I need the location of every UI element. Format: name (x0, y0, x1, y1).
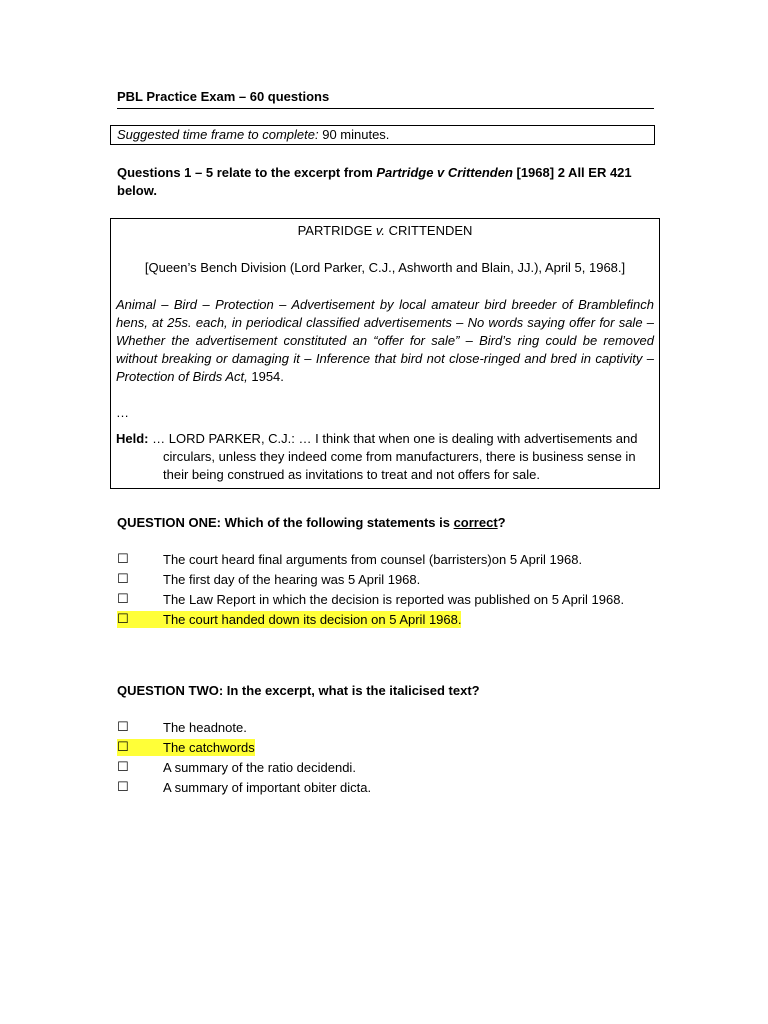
held-label: Held: (116, 431, 149, 446)
catchwords-text: Animal – Bird – Protection – Advertisement by local amateur bird breeder of Bramblefinch hens, at 25s. each, in periodical classified advertisements – No words saying offer for sale – Whether the advertisement constituted an “offer for sale” – Bird’s ring could be removed without breaking or damaging it – Inference that bird not close-ringed and bred in captivity – Protection of Birds Act, (116, 297, 654, 384)
checkbox-icon[interactable]: ☐ (117, 720, 129, 735)
question-two: QUESTION TWO: In the excerpt, what is the italicised text? (117, 683, 480, 698)
q2-option-3[interactable] (117, 759, 657, 776)
page-title: PBL Practice Exam – 60 questions (117, 88, 654, 109)
q1-option-2[interactable] (117, 571, 657, 588)
q1-option-1-text: The court heard final arguments from counsel (barristers)on 5 April 1968. (163, 552, 583, 567)
q2-option-1[interactable] (117, 719, 657, 736)
checkbox-icon[interactable]: ☐ (117, 780, 129, 795)
excerpt-versus: v. (375, 223, 386, 238)
q1-option-3[interactable] (117, 591, 657, 608)
q1-option-3-text: The Law Report in which the decision is reported was published on 5 April 1968. (163, 592, 625, 607)
timeframe-value: 90 minutes. (318, 127, 390, 142)
timeframe-box (110, 125, 655, 145)
excerpt-party-2: CRITTENDEN (385, 223, 473, 238)
q1-option-4[interactable] (117, 611, 657, 628)
q2-option-4[interactable] (117, 779, 657, 796)
q1-option-2-text: The first day of the hearing was 5 April 1968. (163, 572, 421, 587)
question-one-emphasis: correct (453, 515, 498, 530)
question-one-prefix: QUESTION ONE: Which of the following statements is (117, 515, 454, 530)
question-one-options (117, 551, 657, 631)
q2-option-2-text: The catchwords (163, 740, 255, 755)
excerpt-party-1: PARTRIDGE (297, 223, 376, 238)
q1-option-4-text: The court handed down its decision on 5 April 1968. (163, 612, 462, 627)
timeframe-label: Suggested time frame to complete: (117, 127, 319, 142)
checkbox-icon[interactable]: ☐ (117, 592, 129, 607)
checkbox-icon[interactable]: ☐ (117, 572, 129, 587)
checkbox-icon[interactable]: ☐ (117, 552, 129, 567)
intro-prefix: Questions 1 – 5 relate to the excerpt from (117, 165, 377, 180)
question-two-options (117, 719, 657, 799)
q2-option-4-text: A summary of important obiter dicta. (163, 780, 372, 795)
checkbox-icon[interactable]: ☐ (117, 760, 129, 775)
questions-intro (117, 164, 657, 200)
question-one (117, 514, 657, 532)
case-excerpt-box (110, 218, 660, 489)
q1-option-1[interactable] (117, 551, 657, 568)
excerpt-catchwords (116, 296, 654, 386)
catchwords-year: 1954. (247, 369, 284, 384)
excerpt-heading (116, 222, 654, 240)
excerpt-ellipsis: … (116, 405, 129, 420)
intro-suffix: [1968] 2 All ER 421 below. (117, 165, 632, 198)
held-text: … LORD PARKER, C.J.: … I think that when one is dealing with advertisements and circulars, unless they indeed come from manufacturers, there is business sense in their being construed as invitations to treat and not offers for sale. (148, 431, 638, 482)
q2-option-1-text: The headnote. (163, 720, 247, 735)
checkbox-icon[interactable]: ☐ (117, 611, 163, 628)
excerpt-court: [Queen’s Bench Division (Lord Parker, C.J., Ashworth and Blain, JJ.), April 5, 1968.] (144, 260, 626, 275)
excerpt-held (116, 430, 654, 484)
question-one-suffix: ? (497, 515, 506, 530)
intro-case-name: Partridge v Crittenden (376, 165, 513, 180)
q2-option-2[interactable] (117, 739, 657, 756)
checkbox-icon[interactable]: ☐ (117, 739, 163, 756)
q2-option-3-text: A summary of the ratio decidendi. (163, 760, 356, 775)
